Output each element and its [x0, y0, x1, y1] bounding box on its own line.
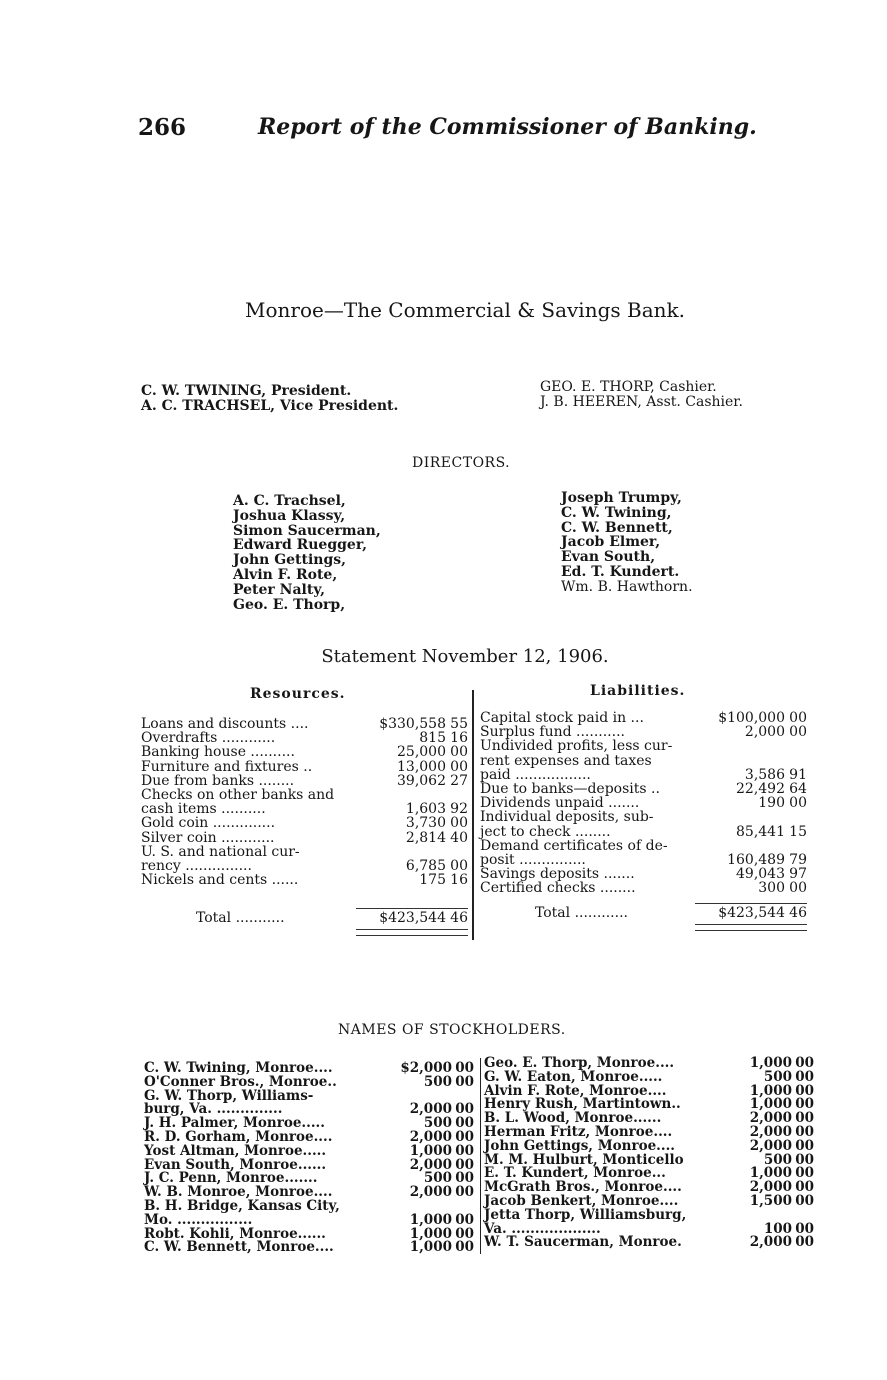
- row-label: Robt. Kohli, Monroe......: [144, 1225, 326, 1242]
- row-label: Silver coin ............: [141, 829, 275, 846]
- director-name: Alvin F. Rote,: [233, 566, 338, 583]
- row-cents: 00: [795, 1234, 814, 1251]
- row-cents: 79: [789, 851, 807, 868]
- row-label: Jetta Thorp, Williamsburg,: [484, 1206, 687, 1223]
- director-name: Evan South,: [561, 549, 656, 566]
- row-cents: 00: [795, 1082, 814, 1099]
- row-cents: 00: [455, 1060, 474, 1076]
- officers-left: [141, 384, 398, 414]
- director-name: Ed. T. Kundert.: [561, 563, 680, 580]
- row-label: Individual deposits, sub-: [480, 809, 654, 826]
- row-cents: 00: [455, 1128, 474, 1145]
- resource-row: [141, 859, 468, 873]
- total-row: [480, 906, 807, 920]
- row-cents: 00: [795, 1123, 814, 1140]
- row-cents: 27: [450, 772, 468, 789]
- row-amount: 190: [758, 795, 785, 812]
- liabilities-table: [480, 711, 807, 895]
- row-label: Certified checks ........: [480, 880, 636, 897]
- total-label: Total ...........: [196, 910, 285, 926]
- row-cents: 00: [795, 1165, 814, 1182]
- bank-title: Monroe—The Commercial & Savings Bank.: [245, 298, 685, 322]
- row-amount: 1,000: [749, 1096, 792, 1113]
- row-amount: 2,000: [744, 724, 785, 741]
- row-amount: 500: [423, 1073, 452, 1090]
- row-label: McGrath Bros., Monroe....: [484, 1179, 682, 1196]
- row-amount: 2,000: [749, 1123, 792, 1140]
- row-amount: 300: [758, 880, 785, 897]
- row-cents: 55: [450, 716, 468, 732]
- row-amount: $330,558: [379, 716, 446, 732]
- row-label: Loans and discounts ....: [141, 716, 309, 732]
- resource-row: [141, 717, 468, 731]
- resource-row: [141, 731, 468, 745]
- row-label: Gold coin ..............: [141, 815, 276, 832]
- resource-row: [141, 873, 468, 887]
- director-name: Edward Ruegger,: [233, 537, 368, 554]
- row-cents: 00: [450, 744, 468, 761]
- resource-row: [141, 802, 468, 816]
- liability-row: [480, 825, 807, 839]
- row-amount: $100,000: [718, 710, 785, 726]
- row-label: C. W. Bennett, Monroe....: [144, 1239, 334, 1256]
- resources-total: [141, 908, 468, 936]
- row-label: rent expenses and taxes: [480, 752, 652, 769]
- row-cents: 00: [795, 1055, 814, 1071]
- row-label: B. L. Wood, Monroe......: [484, 1110, 662, 1127]
- statement-title: Statement November 12, 1906.: [321, 646, 609, 667]
- row-amount: 1,000: [749, 1082, 792, 1099]
- stockholder-row: [484, 1236, 814, 1250]
- liability-row: [480, 711, 807, 725]
- resource-row: [141, 774, 468, 788]
- officer-cashier: GEO. E. THORP, Cashier.: [540, 379, 717, 395]
- row-amount: 500: [763, 1068, 792, 1085]
- row-amount: 2,000: [749, 1110, 792, 1127]
- row-label: Yost Altman, Monroe.....: [144, 1142, 327, 1159]
- director-name: Simon Saucerman,: [233, 522, 381, 539]
- row-cents: 00: [795, 1137, 814, 1154]
- row-amount: 1,000: [409, 1225, 452, 1242]
- row-amount: 1,000: [749, 1165, 792, 1182]
- row-cents: 00: [795, 1096, 814, 1113]
- row-label: M. M. Hulburt, Monticello: [484, 1151, 684, 1168]
- directors-heading: DIRECTORS.: [412, 455, 511, 471]
- row-amount: 1,000: [749, 1055, 792, 1071]
- liabilities-total: [480, 903, 807, 931]
- liability-row: [480, 796, 807, 810]
- director-name: A. C. Trachsel,: [233, 493, 346, 509]
- resource-row: [141, 745, 468, 759]
- row-cents: 00: [455, 1073, 474, 1090]
- row-label: Nickels and cents ......: [141, 872, 299, 889]
- row-amount: 2,000: [409, 1184, 452, 1201]
- row-label: Due from banks ........: [141, 772, 295, 789]
- row-label: Banking house ..........: [141, 744, 295, 761]
- row-label: U. S. and national cur-: [141, 843, 300, 860]
- total-amount: $423,544: [379, 910, 446, 926]
- row-cents: 00: [789, 724, 807, 741]
- officer-president: C. W. TWINING, President.: [141, 383, 352, 399]
- total-label: Total ............: [535, 905, 628, 921]
- resource-row: [141, 788, 468, 802]
- row-amount: 100: [763, 1220, 792, 1237]
- row-cents: 64: [789, 780, 807, 797]
- directors-right-list: [561, 491, 693, 595]
- row-label: W. T. Saucerman, Monroe.: [484, 1234, 682, 1251]
- row-amount: 13,000: [397, 758, 446, 775]
- row-amount: $2,000: [400, 1060, 452, 1076]
- row-label: Demand certificates of de-: [480, 837, 668, 854]
- row-cents: 97: [789, 866, 807, 883]
- row-cents: 16: [450, 730, 468, 747]
- row-cents: 00: [795, 1110, 814, 1127]
- row-cents: 00: [455, 1225, 474, 1242]
- row-label: Due to banks—deposits ..: [480, 780, 660, 797]
- liability-row: [480, 754, 807, 768]
- total-cents: 46: [789, 905, 807, 921]
- row-label: Capital stock paid in ...: [480, 710, 644, 726]
- director-name: C. W. Twining,: [561, 504, 672, 521]
- liability-row: [480, 867, 807, 881]
- row-amount: 1,603: [405, 801, 446, 818]
- officer-asst-cashier: J. B. HEEREN, Asst. Cashier.: [540, 394, 743, 410]
- row-cents: 00: [795, 1151, 814, 1168]
- row-label: Alvin F. Rote, Monroe....: [484, 1082, 667, 1099]
- row-amount: 1,000: [409, 1142, 452, 1159]
- row-label: burg, Va. ..............: [144, 1101, 283, 1118]
- row-label: Herman Fritz, Monroe....: [484, 1123, 673, 1140]
- row-label: Undivided profits, less cur-: [480, 738, 673, 755]
- total-cents: 46: [450, 910, 468, 926]
- row-cents: 00: [455, 1170, 474, 1187]
- row-amount: 3,730: [405, 815, 446, 832]
- row-cents: 00: [455, 1156, 474, 1173]
- row-label: G. W. Eaton, Monroe.....: [484, 1068, 663, 1085]
- liability-row: [480, 725, 807, 739]
- resource-row: [141, 760, 468, 774]
- row-amount: 2,814: [405, 829, 446, 846]
- resource-row: [141, 831, 468, 845]
- row-amount: 85,441: [736, 823, 785, 840]
- row-label: Mo. ................: [144, 1211, 253, 1228]
- total-row: [141, 911, 468, 925]
- stockholder-row: [144, 1241, 474, 1255]
- stockholders-heading: NAMES OF STOCKHOLDERS.: [338, 1022, 566, 1038]
- resources-heading: Resources.: [250, 686, 346, 702]
- row-label: posit ...............: [480, 851, 586, 868]
- row-amount: 2,000: [409, 1101, 452, 1118]
- row-cents: 92: [450, 801, 468, 818]
- row-amount: 25,000: [397, 744, 446, 761]
- total-double-rule: [356, 929, 468, 936]
- row-label: Savings deposits .......: [480, 866, 635, 883]
- liability-row: [480, 782, 807, 796]
- resources-table: [141, 717, 468, 887]
- page-number: 266: [138, 114, 187, 141]
- liability-row: [480, 881, 807, 895]
- row-label: J. C. Penn, Monroe.......: [144, 1170, 318, 1187]
- resource-row: [141, 816, 468, 830]
- row-amount: 1,000: [409, 1239, 452, 1256]
- liability-row: [480, 839, 807, 853]
- column-divider: [472, 690, 474, 940]
- row-label: R. D. Gorham, Monroe....: [144, 1128, 333, 1145]
- row-cents: 00: [455, 1101, 474, 1118]
- row-amount: 49,043: [736, 866, 785, 883]
- row-label: Overdrafts ............: [141, 730, 276, 747]
- director-name: Peter Nalty,: [233, 581, 326, 598]
- row-amount: 1,000: [409, 1211, 452, 1228]
- row-amount: 2,000: [749, 1179, 792, 1196]
- row-amount: 39,062: [397, 772, 446, 789]
- row-cents: 00: [455, 1239, 474, 1256]
- liability-row: [480, 739, 807, 753]
- row-label: C. W. Twining, Monroe....: [144, 1060, 333, 1076]
- row-label: Geo. E. Thorp, Monroe....: [484, 1055, 675, 1071]
- director-name: Jacob Elmer,: [561, 534, 661, 551]
- row-label: J. H. Palmer, Monroe.....: [144, 1115, 325, 1132]
- running-title: Report of the Commissioner of Banking.: [258, 114, 757, 140]
- row-label: W. B. Monroe, Monroe....: [144, 1184, 333, 1201]
- row-cents: 00: [450, 815, 468, 832]
- row-cents: 00: [795, 1192, 814, 1209]
- row-amount: 500: [423, 1115, 452, 1132]
- director-name: Joseph Trumpy,: [561, 490, 682, 506]
- row-amount: 1,500: [749, 1192, 792, 1209]
- director-name: Wm. B. Hawthorn.: [561, 578, 693, 595]
- row-amount: 2,000: [749, 1137, 792, 1154]
- row-label: Evan South, Monroe......: [144, 1156, 327, 1173]
- row-label: Surplus fund ...........: [480, 724, 625, 741]
- liability-row: [480, 768, 807, 782]
- row-amount: 2,000: [409, 1128, 452, 1145]
- row-label: Va. ...................: [484, 1220, 601, 1237]
- row-amount: 500: [763, 1151, 792, 1168]
- row-cents: 00: [789, 795, 807, 812]
- row-amount: 175: [419, 872, 446, 889]
- row-amount: 3,586: [744, 766, 785, 783]
- row-amount: 160,489: [727, 851, 785, 868]
- officer-vice-president: A. C. TRACHSEL, Vice President.: [141, 398, 399, 414]
- stockholders-right-list: [484, 1057, 814, 1250]
- row-label: Dividends unpaid .......: [480, 795, 640, 812]
- row-label: cash items ..........: [141, 801, 266, 818]
- director-name: Joshua Klassy,: [233, 507, 346, 524]
- row-label: ject to check ........: [480, 823, 611, 840]
- stockholders-divider: [480, 1058, 481, 1254]
- row-cents: 00: [455, 1211, 474, 1228]
- row-cents: 00: [455, 1184, 474, 1201]
- row-cents: 91: [789, 766, 807, 783]
- row-amount: 6,785: [405, 857, 446, 874]
- row-label: Jacob Benkert, Monroe....: [484, 1192, 679, 1209]
- row-label: Furniture and fixtures ..: [141, 758, 313, 775]
- row-cents: 00: [455, 1115, 474, 1132]
- row-cents: 15: [789, 823, 807, 840]
- row-amount: 815: [419, 730, 446, 747]
- director-name: Geo. E. Thorp,: [233, 596, 346, 613]
- resource-row: [141, 845, 468, 859]
- row-cents: 00: [795, 1220, 814, 1237]
- total-double-rule: [695, 924, 807, 931]
- liability-row: [480, 810, 807, 824]
- row-amount: 22,492: [736, 780, 785, 797]
- row-label: Checks on other banks and: [141, 786, 335, 803]
- row-cents: 00: [795, 1068, 814, 1085]
- directors-left-list: [233, 494, 381, 612]
- director-name: John Gettings,: [233, 552, 347, 569]
- liability-row: [480, 853, 807, 867]
- officers-right: [540, 380, 743, 410]
- director-name: C. W. Bennett,: [561, 519, 673, 536]
- row-cents: 00: [455, 1142, 474, 1159]
- row-label: E. T. Kundert, Monroe...: [484, 1165, 666, 1182]
- liabilities-heading: Liabilities.: [590, 683, 686, 699]
- row-label: paid .................: [480, 766, 591, 783]
- row-label: rency ...............: [141, 857, 252, 874]
- row-cents: 00: [450, 758, 468, 775]
- row-cents: 00: [450, 857, 468, 874]
- stockholders-left-list: [144, 1062, 474, 1255]
- row-label: Henry Rush, Martintown..: [484, 1096, 681, 1113]
- row-label: B. H. Bridge, Kansas City,: [144, 1197, 340, 1214]
- row-cents: 00: [789, 880, 807, 897]
- row-amount: 2,000: [409, 1156, 452, 1173]
- row-amount: 500: [423, 1170, 452, 1187]
- row-label: O'Conner Bros., Monroe..: [144, 1073, 337, 1090]
- row-cents: 00: [789, 710, 807, 726]
- row-amount: 2,000: [749, 1234, 792, 1251]
- row-cents: 16: [450, 872, 468, 889]
- row-cents: 00: [795, 1179, 814, 1196]
- row-label: John Gettings, Monroe....: [484, 1137, 675, 1154]
- total-amount: $423,544: [718, 905, 785, 921]
- row-label: G. W. Thorp, Williams-: [144, 1087, 314, 1104]
- row-cents: 40: [450, 829, 468, 846]
